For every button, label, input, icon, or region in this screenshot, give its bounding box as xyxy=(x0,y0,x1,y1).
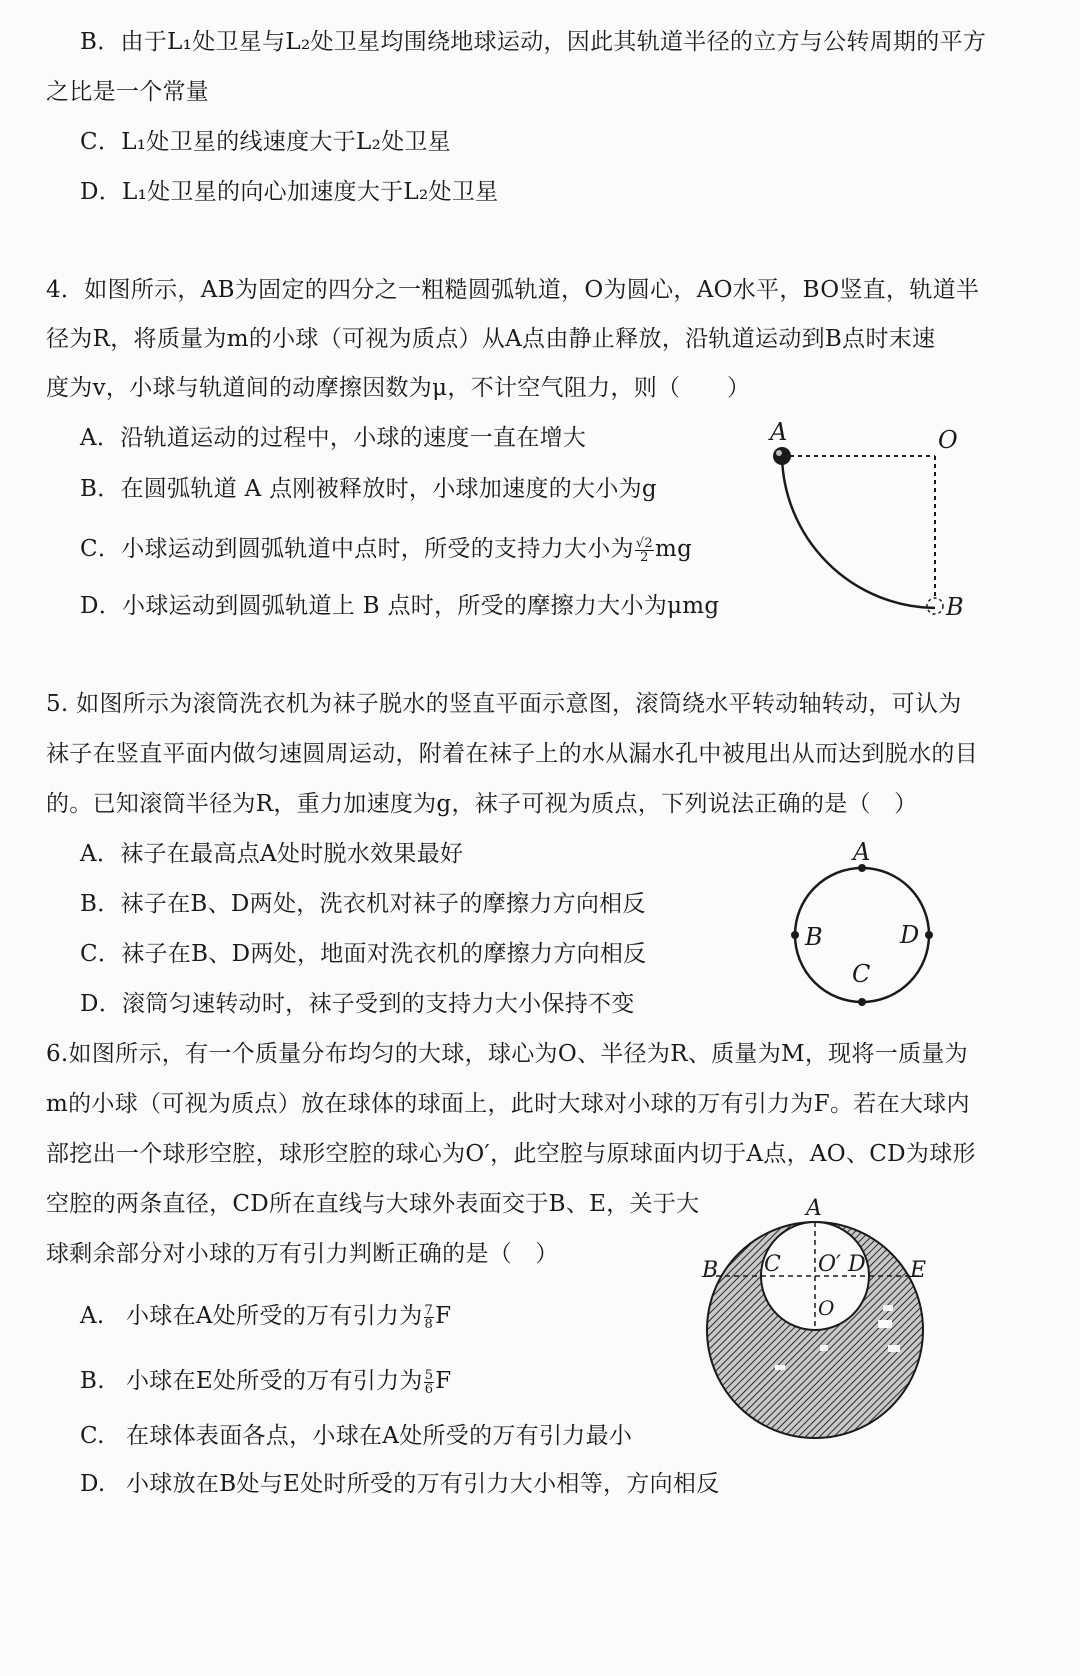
q6-option-a-unit: F xyxy=(435,1303,452,1329)
label-b: B xyxy=(702,1258,719,1283)
fraction-denominator: 2 xyxy=(640,549,649,565)
q4-option-d: D．小球运动到圆弧轨道上 B 点时，所受的摩擦力大小为μmg xyxy=(80,593,720,619)
q3-option-b-line1: B．由于L₁处卫星与L₂处卫星均围绕地球运动，因此其轨道半径的立方与公转周期的平方 xyxy=(80,29,987,55)
label-o-prime: O′ xyxy=(818,1252,842,1277)
q3-option-d: D．L₁处卫星的向心加速度大于L₂处卫星 xyxy=(80,179,499,205)
point-d xyxy=(925,931,933,939)
fraction-numerator: 7 xyxy=(424,1302,434,1318)
fraction-denominator: 8 xyxy=(424,1316,434,1332)
q4-stem-line3: 度为v，小球与轨道间的动摩擦因数为μ，不计空气阻力，则（ ） xyxy=(46,375,751,401)
q6-sphere-cavity-diagram xyxy=(700,1195,940,1445)
q5-drum-diagram xyxy=(780,835,950,1020)
q6-option-d-text: 小球放在B处与E处时所受的万有引力大小相等，方向相反 xyxy=(126,1471,720,1497)
ball-highlight xyxy=(776,450,782,456)
q5-stem-line1: 5. 如图所示为滚筒洗衣机为袜子脱水的竖直平面示意图，滚筒绕水平转动轴转动，可认为 xyxy=(46,691,962,717)
q6-option-b xyxy=(80,1365,452,1397)
q6-option-a-label: A. xyxy=(80,1303,105,1329)
q6-stem-line5: 球剩余部分对小球的万有引力判断正确的是（ ） xyxy=(46,1241,559,1267)
label-d: D xyxy=(848,1252,866,1277)
q4-arc-track-diagram xyxy=(760,420,990,630)
q6-option-d-label: D. xyxy=(80,1471,106,1497)
q6-stem-line4: 空腔的两条直径，CD所在直线与大球外表面交于B、E，关于大 xyxy=(46,1191,700,1217)
scan-speck xyxy=(878,1320,892,1328)
label-e: E xyxy=(910,1258,927,1283)
label-a: A xyxy=(806,1196,822,1221)
q4-option-b: B．在圆弧轨道 A 点刚被释放时，小球加速度的大小为g xyxy=(80,476,657,502)
q5-option-c: C．袜子在B、D两处，地面对洗衣机的摩擦力方向相反 xyxy=(80,941,647,967)
q6-option-b-label: B. xyxy=(80,1368,105,1394)
q4-option-a: A．沿轨道运动的过程中，小球的速度一直在增大 xyxy=(80,425,587,451)
point-b xyxy=(791,931,799,939)
q4-option-c-text: C．小球运动到圆弧轨道中点时，所受的支持力大小为 xyxy=(80,536,634,562)
point-c xyxy=(858,998,866,1006)
q4-option-c-fraction xyxy=(635,537,654,564)
q4-option-c-unit: mg xyxy=(654,536,693,562)
scan-speck xyxy=(820,1345,828,1351)
label-d: D xyxy=(900,921,920,949)
q6-stem-line3: 部挖出一个球形空腔，球形空腔的球心为O′，此空腔与原球面内切于A点，AO、CD为球形 xyxy=(46,1141,976,1167)
q6-option-d xyxy=(80,1468,720,1500)
ball-at-a xyxy=(773,447,791,465)
q5-stem-line2: 袜子在竖直平面内做匀速圆周运动，附着在袜子上的水从漏水孔中被甩出从而达到脱水的目 xyxy=(46,741,978,767)
label-c: C xyxy=(764,1252,781,1277)
ball-at-b-dashed xyxy=(927,598,943,614)
q3-option-b-line2: 之比是一个常量 xyxy=(46,79,210,105)
q6-option-b-fraction xyxy=(424,1369,435,1396)
q3-option-c: C．L₁处卫星的线速度大于L₂处卫星 xyxy=(80,129,451,155)
q6-option-c-label: C. xyxy=(80,1423,105,1449)
label-a: A xyxy=(853,838,871,866)
q4-option-c xyxy=(80,533,692,565)
q5-option-b: B．袜子在B、D两处，洗衣机对袜子的摩擦力方向相反 xyxy=(80,891,646,917)
q6-option-a-fraction xyxy=(424,1304,435,1331)
scan-speck xyxy=(883,1305,893,1311)
scan-speck xyxy=(775,1365,785,1370)
q4-stem-line2: 径为R，将质量为m的小球（可视为质点）从A点由静止释放，沿轨道运动到B点时末速 xyxy=(46,326,936,352)
q6-option-a xyxy=(80,1300,451,1332)
q5-option-d: D．滚筒匀速转动时，袜子受到的支持力大小保持不变 xyxy=(80,991,635,1017)
q6-option-b-unit: F xyxy=(435,1368,452,1394)
q4-stem-line1: 4．如图所示，AB为固定的四分之一粗糙圆弧轨道，O为圆心，AO水平，BO竖直，轨道半 xyxy=(46,277,980,303)
fraction-denominator: 6 xyxy=(424,1381,434,1397)
arc-track xyxy=(782,456,935,608)
q6-option-c-text: 在球体表面各点，小球在A处所受的万有引力最小 xyxy=(126,1423,633,1449)
q5-stem-line3: 的。已知滚筒半径为R，重力加速度为g，袜子可视为质点，下列说法正确的是（ ） xyxy=(46,791,918,817)
label-o: O xyxy=(818,1296,835,1320)
fraction-numerator: √2 xyxy=(635,535,653,551)
label-b: B xyxy=(946,593,964,621)
fraction-numerator: 5 xyxy=(424,1367,434,1383)
label-c: C xyxy=(852,960,871,988)
q6-stem-line1: 6.如图所示，有一个质量分布均匀的大球，球心为O、半径为R、质量为M，现将一质量为 xyxy=(46,1041,968,1067)
q6-option-b-text: 小球在E处所受的万有引力为 xyxy=(126,1368,423,1394)
q6-stem-line2: m的小球（可视为质点）放在球体的球面上，此时大球对小球的万有引力为F。若在大球内 xyxy=(46,1091,970,1117)
label-b: B xyxy=(805,923,823,951)
label-a: A xyxy=(770,418,788,446)
label-o: O xyxy=(938,426,958,454)
scan-speck xyxy=(888,1345,900,1352)
q5-option-a: A．袜子在最高点A处时脱水效果最好 xyxy=(80,841,464,867)
q6-option-a-text: 小球在A处所受的万有引力为 xyxy=(126,1303,423,1329)
q6-option-c xyxy=(80,1420,632,1452)
